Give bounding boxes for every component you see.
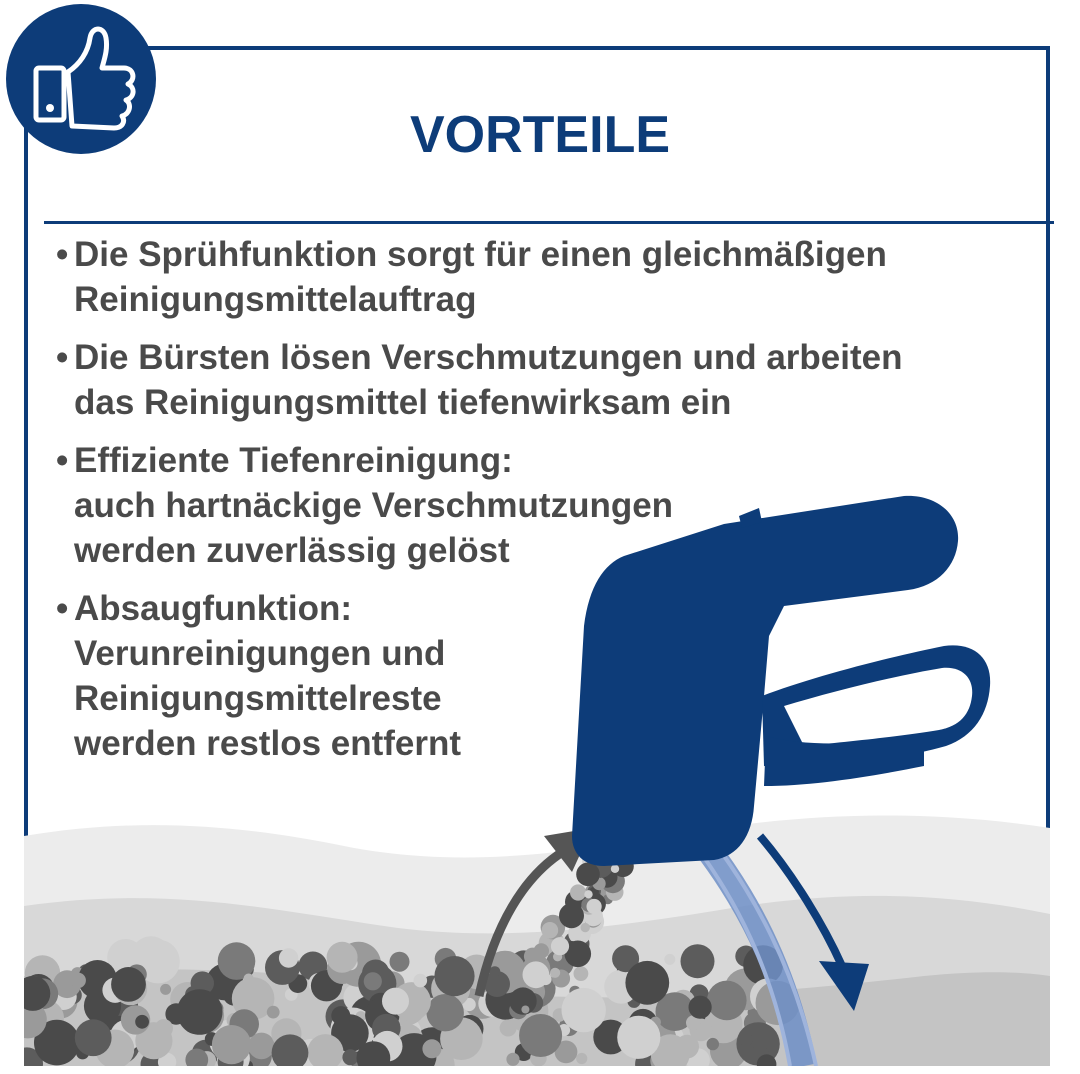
benefit-text: Effiziente Tiefenreinigung: auch hartnäckige Verschmutzungen werden zuverlässig gelöst [74, 441, 674, 570]
benefit-item [56, 232, 1036, 322]
dirt-particle [364, 972, 382, 990]
dirt-particle [160, 984, 171, 995]
dirt-particle [111, 967, 146, 1002]
benefit-text: Absaugfunktion: Verunreinigungen und Reinigungsmittelreste werden restlos entfernt [74, 589, 462, 763]
dirt-particle [681, 944, 715, 978]
benefit-item [56, 438, 1036, 573]
dirt-particle [625, 961, 669, 1005]
dirt-particle [739, 1033, 752, 1046]
dirt-particle [500, 1020, 517, 1037]
bullet-icon: • [56, 441, 69, 480]
dirt-particle [576, 863, 600, 887]
dirt-particle [576, 1053, 587, 1064]
dirt-particle [489, 966, 500, 977]
dirt-particle [562, 988, 606, 1032]
dirt-particle [279, 948, 298, 967]
dirt-particle [382, 988, 409, 1015]
dirt-particle [664, 954, 675, 965]
dirt-particle [534, 943, 549, 958]
dirt-particle [581, 923, 590, 932]
badge [6, 4, 156, 154]
benefit-text: Die Bürsten lösen Verschmutzungen und arbeiten das Reinigungsmittel tiefenwirksam ein [74, 338, 903, 422]
dirt-particle [584, 890, 592, 898]
bullet-icon: • [56, 589, 69, 628]
title-divider [44, 221, 1054, 224]
dirt-particle [521, 1006, 529, 1014]
dirt-particle [689, 996, 712, 1019]
benefit-list [56, 232, 1036, 779]
dirt-particle [574, 966, 589, 981]
benefit-item [56, 586, 1036, 766]
dirt-particle [342, 1049, 358, 1065]
dirt-particle [327, 942, 358, 973]
dirt-particle [414, 974, 428, 988]
page-title: VORTEILE [409, 106, 671, 164]
dirt-particle [135, 1015, 149, 1029]
thumbs-up-icon [6, 4, 156, 154]
dirt-particle [434, 956, 474, 996]
benefit-text: Die Sprühfunktion sorgt für einen gleichmäßigen Reinigungsmittelauftrag [74, 235, 887, 319]
dirt-particle [244, 974, 254, 984]
dirt-particle [707, 1038, 719, 1050]
dirt-particle [70, 973, 86, 989]
dirt-particle [570, 884, 586, 900]
dirt-particle [542, 922, 559, 939]
dirt-particle [617, 1016, 660, 1059]
dirt-particle [390, 952, 410, 972]
dirt-particle [177, 989, 223, 1035]
dirt-particle [212, 1025, 251, 1064]
bullet-icon: • [56, 235, 69, 274]
dirt-particle [506, 1053, 519, 1066]
dirt-particle [331, 1006, 350, 1025]
dirt-particle [559, 903, 584, 928]
dirt-particle [550, 968, 560, 978]
dirt-particle [551, 937, 569, 955]
benefit-item [56, 335, 1036, 425]
dirt-particle [422, 1039, 441, 1058]
dirt-particle [519, 1014, 562, 1057]
dirt-particle [611, 865, 619, 873]
bullet-icon: • [56, 338, 69, 377]
dirt-particle [427, 994, 464, 1031]
dirt-particle [587, 899, 602, 914]
dirt-particle [707, 981, 747, 1021]
dirt-particle [75, 1019, 112, 1056]
dirt-particle [267, 1006, 280, 1019]
dirt-particle [540, 973, 552, 985]
